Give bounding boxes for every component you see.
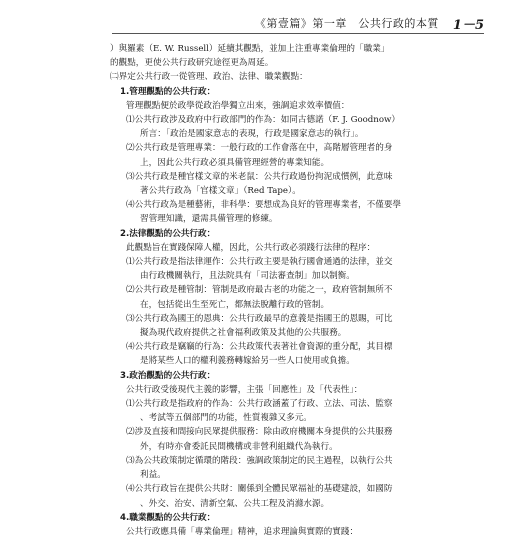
- text-line: 是將某些人口的權利義務轉嫁給另一些人口使用或負擔。: [140, 356, 355, 367]
- body-text: [110, 42, 482, 539]
- chapter-title: 《第壹篇》第一章 公共行政的本質: [254, 17, 439, 30]
- text-line: ⑶為公共政策制定循環的階段：強調政策制定的民主過程，以執行公共: [126, 455, 393, 466]
- text-line: 此觀點旨在實踐保障人權，因此，公共行政必須踐行法律的程序：: [126, 242, 376, 253]
- text-line: 公共行政應具備「專業倫理」精神，追求理論與實際的實踐：: [126, 526, 359, 537]
- text-line: 上，因此公共行政必須具備管理經營的專業知能。: [140, 157, 330, 168]
- text-line: ⑴公共行政涉及政府中行政部門的作為：如同古德諾（F. J. Goodnow）: [126, 115, 400, 126]
- text-line: ⑵涉及直接和間接向民眾提供服務：除由政府機關本身提供的公共服務: [126, 427, 393, 438]
- text-line: ⑵公共行政是管理專業：一般行政的工作會落在中，高階層管理者的身: [126, 143, 393, 154]
- text-line: ⑴公共行政是指政府的作為：公共行政涵蓋了行政、立法、司法、監察: [126, 399, 393, 410]
- running-header: [60, 14, 484, 32]
- text-line: ⑷公共行政是竊竊的行為：公共政策代表著社會資源的重分配，其目標: [126, 342, 393, 353]
- text-line: 擬為現代政府提供之社會福利政策及其他的公共服務。: [140, 328, 347, 339]
- header-rule: [112, 33, 484, 34]
- text-line: ⑴公共行政是指法律運作：公共行政主要是執行國會通過的法律，並交: [126, 257, 393, 268]
- text-line: ⑶公共行政為國王的恩典：公共行政最早的意義是指國王的恩賜，可比: [126, 313, 393, 324]
- text-line: ）與羅素（E. W. Russell）延續其觀點，並加上注重專業倫理的「職業」: [110, 44, 390, 54]
- text-line: 所言：「政治是國家意志的表現，行政是國家意志的執行」。: [140, 129, 364, 140]
- text-line: ⑷公共行政為是種藝術，非科學：要想成為良好的管理專業者，不僅要學: [126, 200, 402, 211]
- text-line: 的觀點，更使公共行政研究途徑更為周延。: [110, 58, 274, 69]
- section-heading: 4.職業觀點的公共行政：: [120, 512, 216, 523]
- text-line: 、考試等五個部門的功能，性質複雜又多元。: [140, 413, 312, 424]
- section-heading: 3.政治觀點的公共行政：: [120, 370, 216, 381]
- text-line: 公共行政受後現代主義的影響，主張「回應性」及「代表性」：: [126, 384, 363, 395]
- text-line: ⑵公共行政是種管制：管制是政府最古老的功能之一，政府管制無所不: [126, 285, 393, 296]
- text-line: 、外交、治安、清新空氣、公共工程及消滌水源。: [140, 498, 330, 509]
- text-line: ⑶公共行政是種官樣文章的米老鼠：公共行政過份拘泥成慣例，此意味: [126, 171, 393, 182]
- text-line: ⑷公共行政旨在提供公共財：關係到全體民眾福祉的基礎建設，如國防: [126, 484, 393, 495]
- text-line: 在，包括從出生至死亡，都無法脫離行政的管制。: [140, 299, 330, 310]
- text-line: 管理觀點便於政學從政治學獨立出來，強調追求效率價值：: [126, 100, 350, 111]
- text-line: 由行政機關執行，且法院具有「司法審查制」加以制衡。: [140, 271, 355, 282]
- text-line: 著公共行政為「官樣文章」（Red Tape）。: [140, 186, 301, 197]
- text-line: 外，有時亦會委託民間機構或非營利組織代為執行。: [140, 441, 338, 452]
- section-heading: 1.管理觀點的公共行政：: [120, 86, 216, 97]
- text-line: 習管理知識，還需具備管理的修練。: [140, 214, 278, 225]
- page-number: 1－5: [452, 17, 484, 33]
- text-line: ㈡界定公共行政一從管理、政治、法律、職業觀點：: [110, 72, 308, 83]
- text-line: 利益。: [140, 470, 166, 481]
- section-heading: 2.法律觀點的公共行政：: [120, 228, 216, 239]
